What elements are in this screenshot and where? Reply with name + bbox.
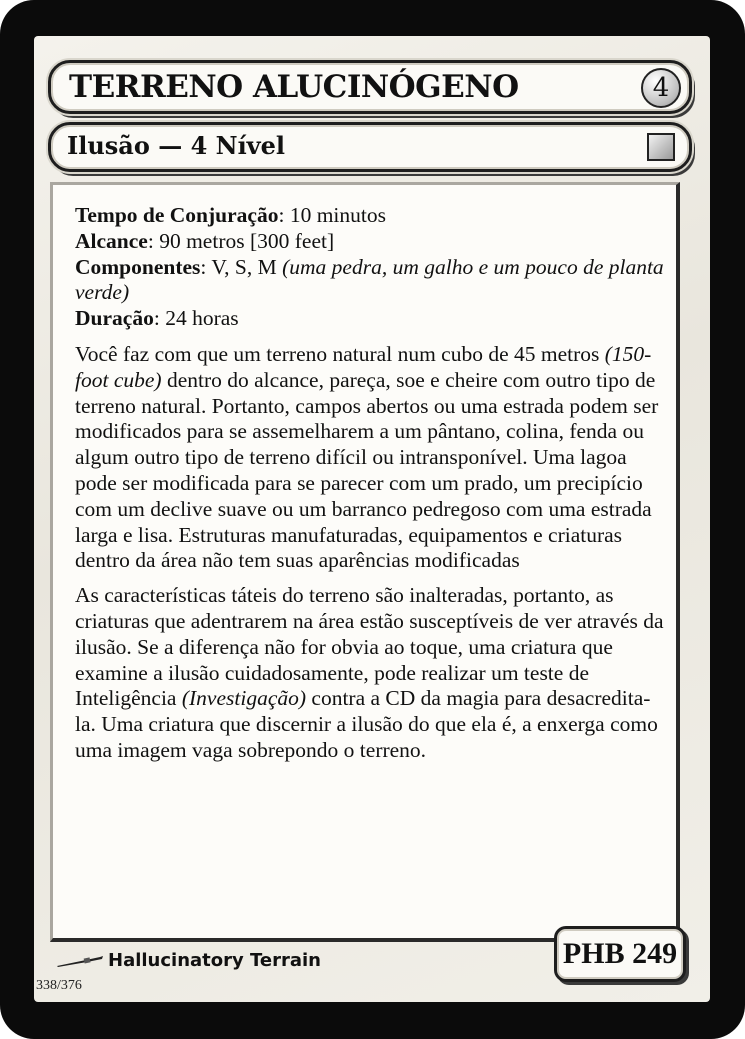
p1-emphasis: (150-foot cube) bbox=[75, 341, 652, 392]
range-label: Alcance bbox=[75, 228, 148, 253]
title-bar bbox=[48, 60, 692, 114]
casting-time-label: Tempo de Conjuração bbox=[75, 203, 279, 227]
duration-label: Duração bbox=[75, 306, 154, 331]
card-face bbox=[34, 36, 710, 1002]
components-material: (uma pedra, um galho e um pouco de planta verde) bbox=[75, 254, 664, 305]
level-badge-icon: 4 bbox=[641, 68, 681, 108]
casting-time-value: 10 minutos bbox=[289, 203, 386, 227]
english-name-text: Hallucinatory Terrain bbox=[108, 950, 321, 971]
card-number: 338/376 bbox=[36, 978, 82, 993]
description-paragraph-1 bbox=[75, 342, 670, 574]
components-label: Componentes bbox=[75, 254, 201, 279]
duration: Duração: 24 horas bbox=[75, 306, 239, 331]
p2-text-b: contra a CD da magia para desacredita-la. Uma criatura que discernir a ilusão do que ela é, a enxerga como uma imagem vaga sobrepondo o terreno. bbox=[75, 686, 658, 762]
components: Componentes: V, S, M (uma pedra, um galho e um pouco de planta verde) bbox=[75, 254, 664, 305]
stat-block bbox=[75, 203, 670, 332]
p2-text-a: As características táteis do terreno são inalteradas, portanto, as criaturas que adentrarem na área estão susceptíveis de ver através da ilusão. Se a diferença não for obvia ao toque, uma criatura que examine a ilusão cuidadosamente, pode realizar um teste de Inteligência bbox=[75, 583, 664, 711]
range-value: 90 metros [300 feet] bbox=[159, 228, 335, 253]
range: Alcance: 90 metros [300 feet] bbox=[75, 228, 335, 253]
casting-time: Tempo de Conjuração: 10 minutos bbox=[75, 203, 386, 227]
duration-value: 24 horas bbox=[165, 306, 239, 331]
card-title: TERRENO ALUCINÓGENO bbox=[69, 69, 519, 105]
wand-icon bbox=[56, 954, 104, 968]
p1-text-a: Você faz com que um terreno natural num cubo de 45 metros bbox=[75, 341, 605, 366]
type-bar bbox=[48, 122, 692, 172]
description-paragraph-2 bbox=[75, 583, 670, 764]
spell-school: Ilusão — 4 Nível bbox=[67, 131, 286, 160]
checkbox-icon bbox=[647, 133, 675, 161]
rules-text bbox=[75, 203, 670, 773]
p2-emphasis: (Investigação) bbox=[181, 686, 307, 711]
source-tab: PHB 249 bbox=[554, 926, 686, 982]
english-name bbox=[56, 950, 321, 971]
components-value: V, S, M bbox=[211, 254, 277, 279]
text-box bbox=[50, 182, 680, 942]
p1-text-b: dentro do alcance, pareça, soe e cheire com outro tipo de terreno natural. Portanto, campos abertos ou uma estrada podem ser modificados para se assemelharem a um pântano, colina, fenda ou algum outro tipo de terreno difícil ou intransponível. Uma lagoa pode ser modificada para se parecer com um prado, um precipício com um declive suave ou um barranco pedregoso com uma estrada larga e lisa. Estruturas manufaturadas, equipamentos e criaturas dentro da área não tem suas aparências modificadas bbox=[75, 367, 659, 573]
